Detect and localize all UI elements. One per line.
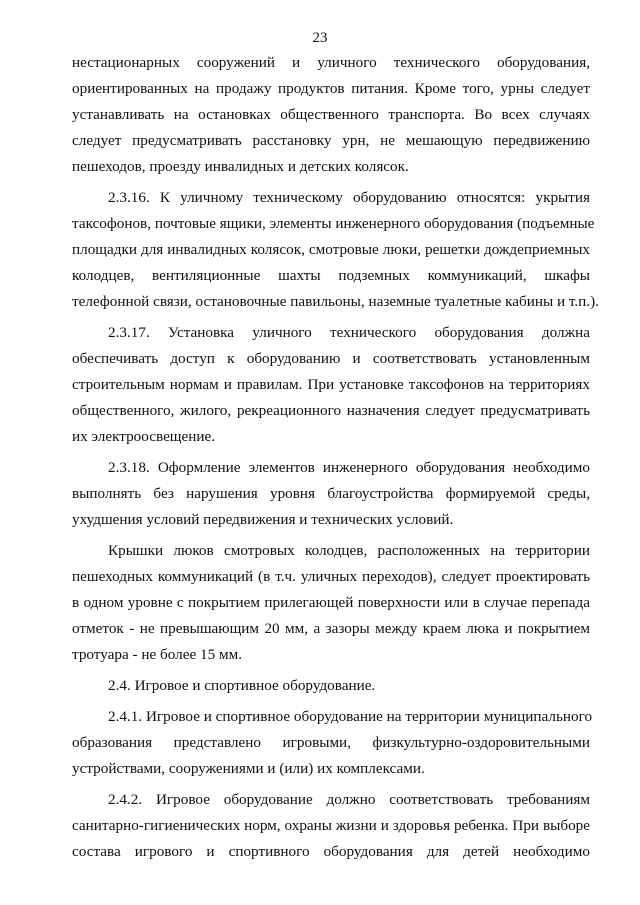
paragraph (72, 320, 590, 450)
text-line: в одном уровне с покрытием прилегающей поверхности или в случае перепада (72, 594, 590, 611)
paragraph (72, 455, 590, 533)
text-line: образования представлено игровыми, физкультурно-оздоровительными (72, 734, 590, 751)
body-text (72, 50, 599, 865)
text-line: выполнять без нарушения уровня благоустройства формируемой среды, (72, 485, 590, 502)
text-line: 2.3.16. К уличному техническому оборудованию относятся: укрытия (108, 189, 590, 206)
text-line: 2.4. Игровое и спортивное оборудование. (108, 677, 376, 694)
text-line: Крышки люков смотровых колодцев, расположенных на территории (108, 542, 590, 559)
text-line: пешеходов, проезду инвалидных и детских колясок. (72, 158, 409, 175)
text-line: отметок - не превышающим 20 мм, а зазоры между краем люка и покрытием (72, 620, 590, 637)
paragraph (72, 50, 590, 180)
page-number: 23 (312, 30, 328, 46)
text-line: общественного, жилого, рекреационного назначения следует предусматривать (72, 402, 590, 419)
text-line: их электроосвещение. (72, 428, 216, 445)
text-line: таксофонов, почтовые ящики, элементы инженерного оборудования (подъемные (72, 215, 595, 232)
paragraph (72, 185, 599, 315)
text-line: колодцев, вентиляционные шахты подземных коммуникаций, шкафы (72, 267, 590, 284)
text-line: 2.3.18. Оформление элементов инженерного оборудования необходимо (108, 459, 590, 476)
text-line: нестационарных сооружений и уличного технического оборудования, (72, 54, 590, 71)
paragraph (72, 704, 593, 782)
text-line: площадки для инвалидных колясок, смотровые люки, решетки дождеприемных (72, 241, 590, 258)
text-line: устанавливать на остановках общественного транспорта. Во всех случаях (72, 106, 590, 123)
text-line: устройствами, сооружениями и (или) их комплексами. (72, 760, 425, 777)
text-line: ухудшения условий передвижения и технических условий. (72, 511, 454, 528)
paragraph (72, 673, 590, 699)
text-line: санитарно-гигиенических норм, охраны жизни и здоровья ребенка. При выборе (72, 817, 590, 834)
text-line: пешеходных коммуникаций (в т.ч. уличных переходов), следует проектировать (72, 568, 590, 585)
text-line: 2.3.17. Установка уличного технического оборудования должна (108, 324, 590, 341)
text-line: 2.4.1. Игровое и спортивное оборудование на территории муниципального (108, 708, 593, 725)
paragraph (72, 787, 590, 865)
text-line: ориентированных на продажу продуктов питания. Кроме того, урны следует (72, 80, 590, 97)
text-line: телефонной связи, остановочные павильоны, наземные туалетные кабины и т.п.). (72, 293, 599, 310)
text-line: состава игрового и спортивного оборудования для детей необходимо (72, 843, 590, 860)
paragraph (72, 538, 590, 668)
text-line: следует предусматривать расстановку урн, не мешающую передвижению (72, 132, 590, 149)
text-line: тротуара - не более 15 мм. (72, 646, 243, 663)
text-line: обеспечивать доступ к оборудованию и соответствовать установленным (72, 350, 590, 367)
text-line: 2.4.2. Игровое оборудование должно соответствовать требованиям (108, 791, 590, 808)
text-line: строительным нормам и правилам. При установке таксофонов на территориях (72, 376, 590, 393)
